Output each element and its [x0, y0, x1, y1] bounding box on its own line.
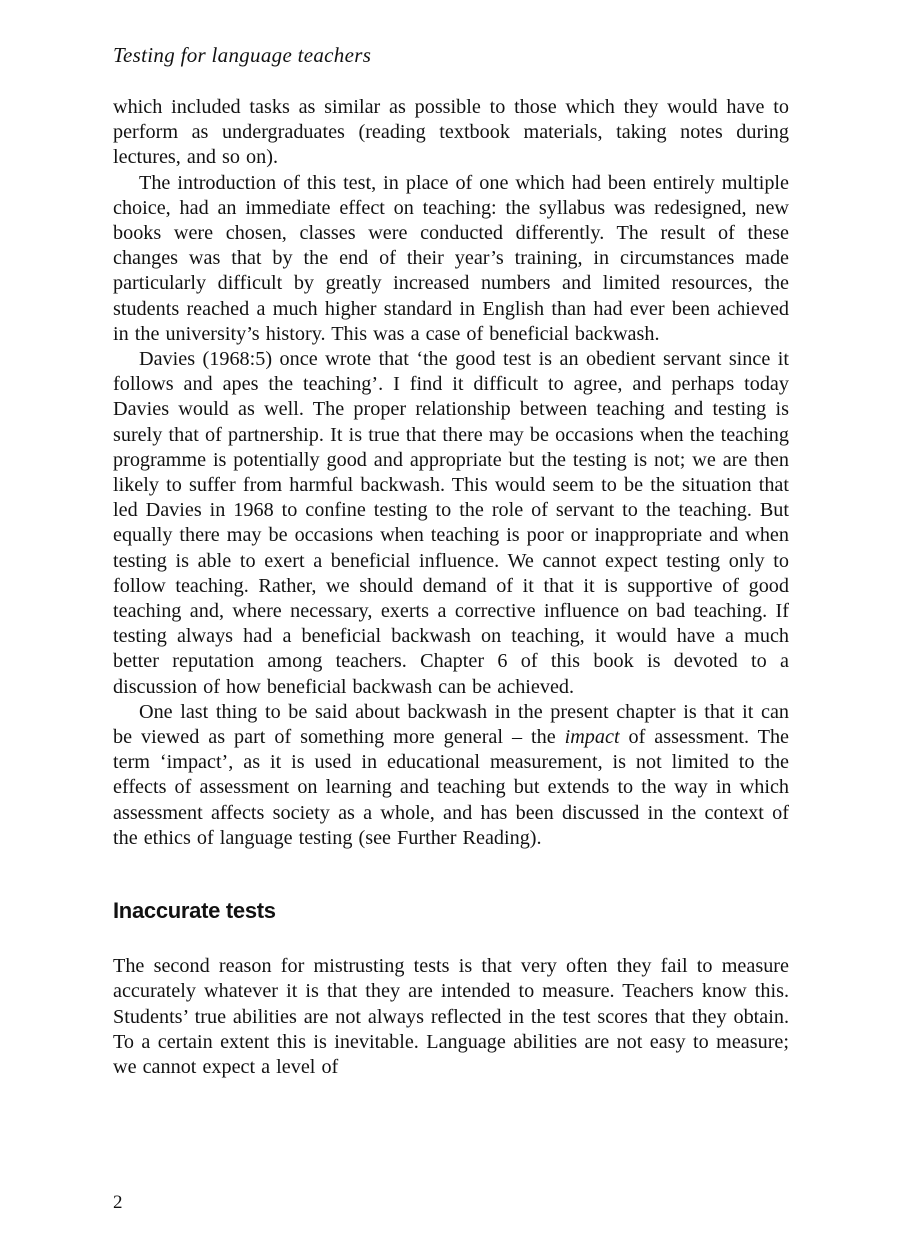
paragraph: One last thing to be said about backwash in the present chapter is that it can be viewed as part of something more general – the impact of assessment. The term ‘impact’, as it is used in educational measurement, is not limited to the effects of assessment on learning and teaching but extends to the way in which assessment affects society as a whole, and has been discussed in the context of the ethics of language testing (see Further Reading).	[113, 700, 790, 849]
paragraph: which included tasks as similar as possible to those which they would have to perform as undergraduates (reading textbook materials, taking notes during lectures, and so on).	[113, 96, 789, 169]
paragraph: Davies (1968:5) once wrote that ‘the good test is an obedient servant since it follows and apes the teaching’. I find it difficult to agree, and perhaps today Davies would as well. The proper relationship between teaching and testing is surely that of partnership. It is true that there may be occasions when the teaching programme is potentially good and appropriate but the testing is not; we are then likely to suffer from harmful backwash. This would seem to be the situation that led Davies in 1968 to confine testing to the role of servant to the teaching. But equally there may be occasions when teaching is poor or inappropriate and when testing is able to exert a beneficial influence. We cannot expect testing only to follow teaching. Rather, we should demand of it that it is supportive of good teaching and, where necessary, exerts a corrective influence on bad teaching. If testing always had a beneficial backwash on teaching, it would have a much better reputation among teachers. Chapter 6 of this book is devoted to a discussion of how beneficial backwash can be achieved.	[113, 348, 789, 698]
paragraph: The introduction of this test, in place of one which had been entirely multiple choice, had an immediate effect on teaching: the syllabus was redesigned, new books were chosen, classes were conducted differently. The result of these changes was that by the end of their year’s training, in circumstances made particularly difficult by greatly increased numbers and limited resources, the students reached a much higher standard in English than had ever been achieved in the university’s history. This was a case of beneficial backwash.	[113, 171, 789, 345]
page-number: 2	[113, 1192, 123, 1213]
italic-text: impact	[564, 726, 620, 749]
body-text	[113, 95, 789, 1080]
section-heading: Inaccurate tests	[113, 898, 276, 924]
running-header: Testing for language teachers	[113, 43, 372, 67]
paragraph: The second reason for mistrusting tests is that very often they fail to measure accurately whatever it is that they are intended to measure. Teachers know this. Students’ true abilities are not always reflected in the test scores that they obtain. To a certain extent this is inevitable. Language abilities are not easy to measure; we cannot expect a level of	[113, 955, 789, 1078]
